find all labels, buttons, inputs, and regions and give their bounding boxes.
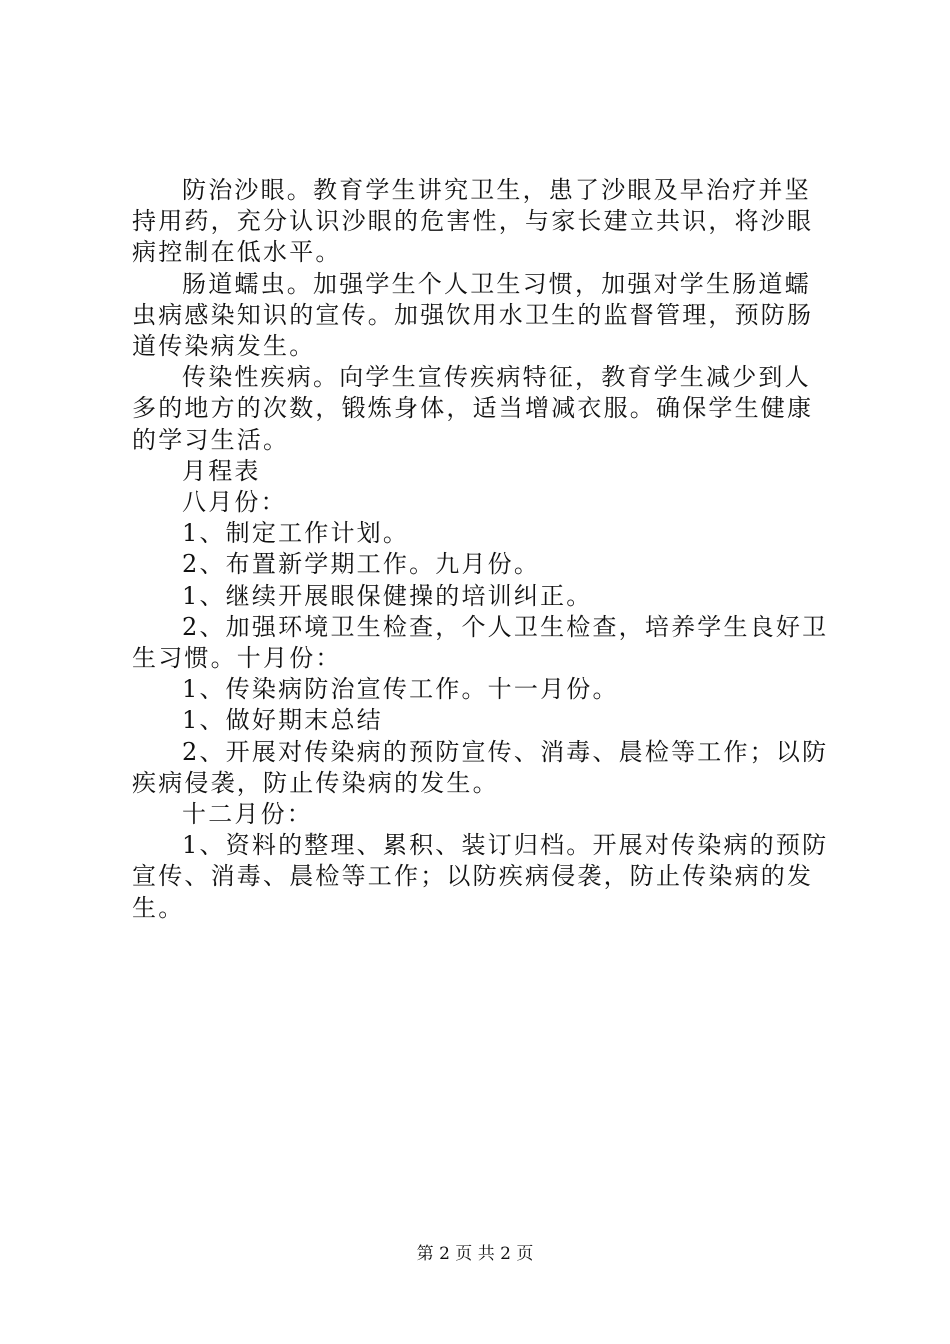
list-item: 1、传染病防治宣传工作。十一月份。 xyxy=(182,675,619,704)
list-item: 1、制定工作计划。 xyxy=(182,519,410,548)
list-item: 2、开展对传染病的预防宣传、消毒、晨检等工作；以防疾病侵袭，防止传染病的发生。 xyxy=(132,737,829,797)
paragraph-intestinal-worms: 肠道蠕虫。加强学生个人卫生习惯，加强对学生肠道蠕虫病感染知识的宣传。加强饮用水卫生的监督管理，预防肠道传染病发生。 xyxy=(132,269,814,361)
list-item: 2、布置新学期工作。九月份。 xyxy=(182,550,541,579)
list-item: 1、做好期末总结 xyxy=(182,706,383,735)
list-item: 1、继续开展眼保健操的培训纠正。 xyxy=(182,581,593,610)
schedule-heading: 月程表 xyxy=(182,456,261,485)
document-body xyxy=(132,175,832,924)
page-number-footer: 第 2 页 共 2 页 xyxy=(416,1244,534,1264)
paragraph-trachoma: 防治沙眼。教育学生讲究卫生，患了沙眼及早治疗并坚持用药，充分认识沙眼的危害性，与家长建立共识，将沙眼病控制在低水平。 xyxy=(132,176,814,267)
paragraph-infectious-disease: 传染性疾病。向学生宣传疾病特征，教育学生减少到人多的地方的次数，锻炼身体，适当增减衣服。确保学生健康的学习生活。 xyxy=(132,363,814,454)
month-august: 八月份： xyxy=(182,488,287,517)
list-item: 2、加强环境卫生检查，个人卫生检查，培养学生良好卫生习惯。十月份： xyxy=(132,612,829,673)
list-item: 1、资料的整理、累积、装订归档。开展对传染病的预防宣传、消毒、晨检等工作；以防疾病侵袭，防止传染病的发生。 xyxy=(132,831,829,922)
month-december: 十二月份： xyxy=(182,800,313,829)
